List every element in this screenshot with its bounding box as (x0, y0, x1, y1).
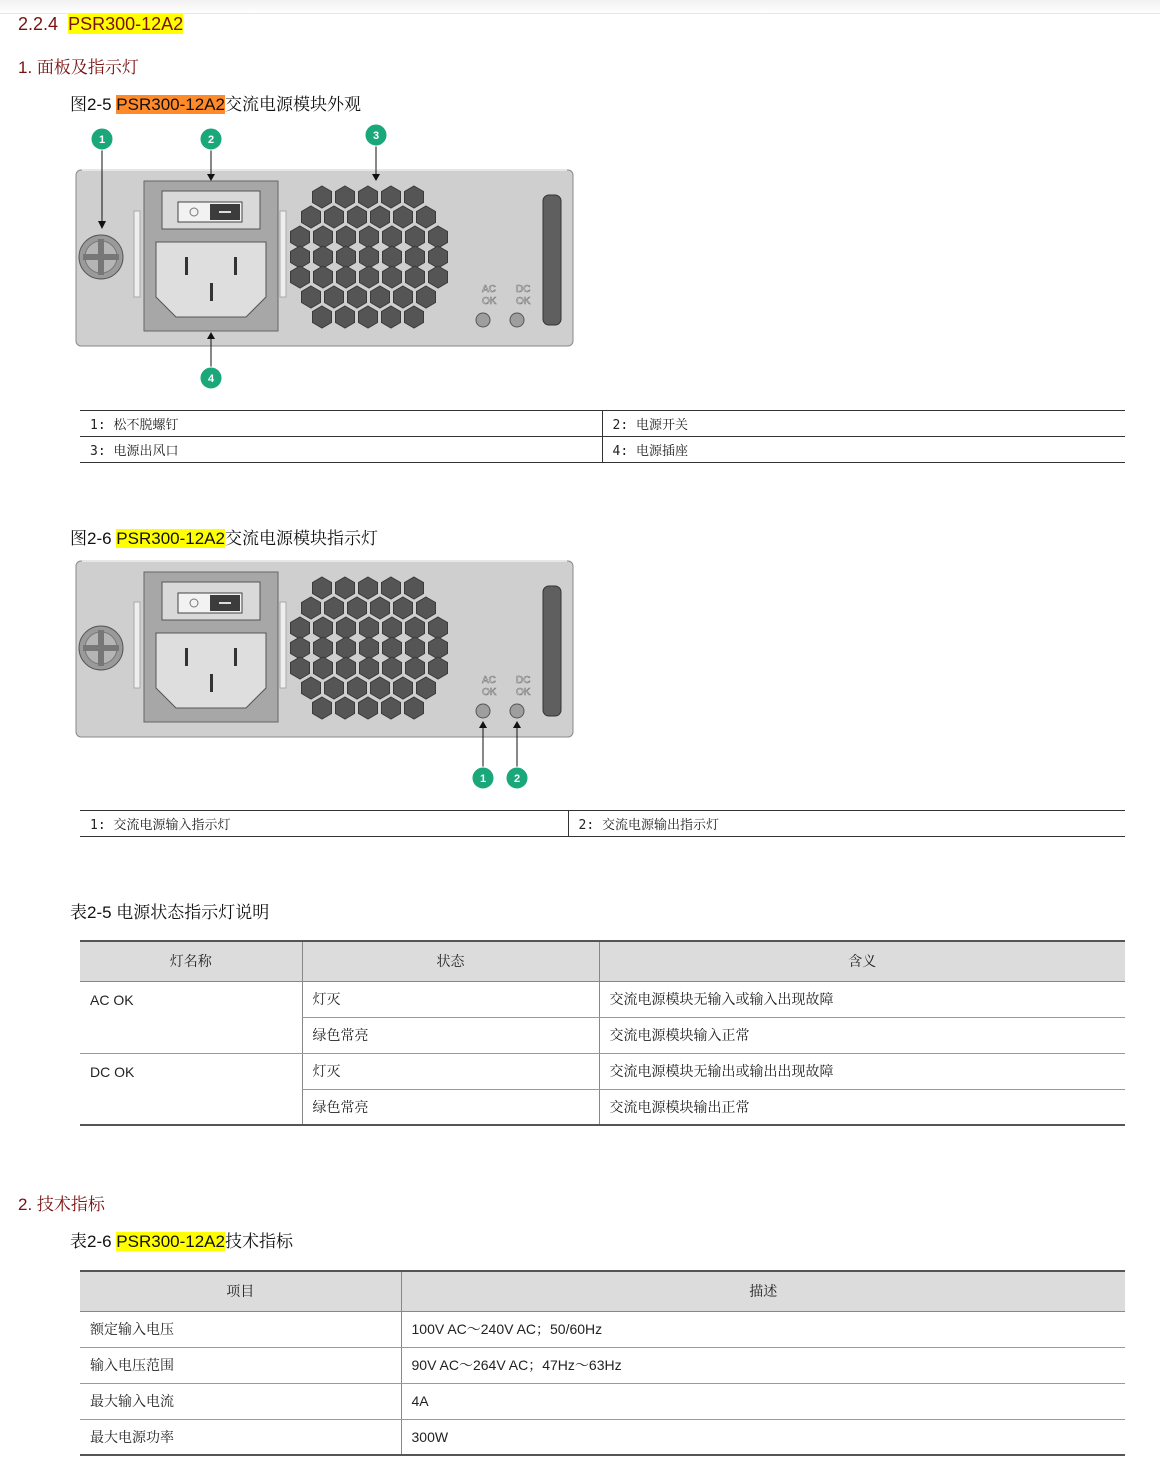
vent-hole (348, 677, 367, 699)
vent-hole (382, 306, 401, 328)
status-cell: 灯灭 (302, 981, 599, 1017)
svg-text:3: 3 (372, 130, 380, 142)
table-row (80, 981, 1125, 1017)
legend-item: 1: 交流电源输入指示灯 (80, 811, 568, 837)
vent-hole (291, 657, 310, 679)
ac-ok-label-line1: AC (482, 284, 496, 295)
dc-ok-label-line2: OK (516, 687, 531, 698)
ac-ok-led (476, 313, 490, 327)
vent-hole (302, 286, 321, 308)
legend-row (80, 411, 1125, 437)
vent-hole (371, 206, 390, 228)
figure-caption (70, 90, 361, 115)
vent-hole (371, 677, 390, 699)
column-header: 描述 (401, 1271, 1125, 1311)
vent-hole (336, 577, 355, 599)
vent-hole (394, 286, 413, 308)
subheading-panel (18, 53, 139, 78)
table-row (80, 1311, 1125, 1347)
vent-hole (417, 206, 436, 228)
vent-hole (314, 657, 333, 679)
table-row (80, 1053, 1125, 1089)
column-header: 灯名称 (80, 941, 302, 981)
power-module-panel (76, 169, 573, 346)
vent-hole (313, 186, 332, 208)
caption-prefix: 表2-6 (70, 1232, 117, 1251)
power-switch (162, 191, 260, 229)
vent-hole (325, 677, 344, 699)
ac-ok-label-line2: OK (482, 296, 497, 307)
vent-hole (360, 617, 379, 639)
vent-hole (406, 246, 425, 268)
table-header-row (80, 941, 1125, 981)
legend-item: 2: 电源开关 (602, 411, 1125, 437)
vent-hole (429, 226, 448, 248)
legend-item: 1: 松不脱螺钉 (80, 411, 602, 437)
figure-legend (80, 410, 1125, 463)
caption-prefix: 图2-5 (70, 95, 117, 114)
vent-hole (291, 226, 310, 248)
vent-hole (313, 577, 332, 599)
caption-model: PSR300-12A2 (116, 95, 225, 114)
power-module-panel (76, 560, 573, 737)
vent-hole (313, 306, 332, 328)
power-module-indicator-figure (74, 560, 584, 795)
captive-screw (79, 235, 123, 279)
power-module-appearance-figure (74, 120, 584, 395)
vent-hole (314, 226, 333, 248)
vent-hole (314, 637, 333, 659)
subheading-title: 技术指标 (36, 1195, 105, 1214)
section-model: PSR300-12A2 (68, 14, 184, 34)
vent-hole (314, 246, 333, 268)
caption-model: PSR300-12A2 (116, 1232, 225, 1251)
table-caption (70, 1227, 293, 1252)
meaning-cell: 交流电源模块无输入或输入出现故障 (599, 981, 1125, 1017)
vent-hole (405, 697, 424, 719)
vent-hole (394, 677, 413, 699)
subheading-number: 1. (18, 58, 33, 77)
vent-hole (337, 266, 356, 288)
svg-text:2: 2 (207, 134, 215, 146)
air-vent (291, 577, 448, 719)
vent-hole (336, 186, 355, 208)
vent-hole (360, 246, 379, 268)
vent-hole (302, 677, 321, 699)
caption-suffix: 技术指标 (224, 1232, 293, 1251)
vent-hole (359, 577, 378, 599)
ac-ok-label-line2: OK (482, 687, 497, 698)
figure-caption (70, 524, 378, 549)
captive-screw (79, 626, 123, 670)
vent-hole (336, 306, 355, 328)
handle (543, 195, 561, 325)
svg-text:4: 4 (207, 373, 215, 385)
vent-hole (291, 637, 310, 659)
vent-hole (336, 697, 355, 719)
table-row (80, 1347, 1125, 1383)
vent-hole (429, 266, 448, 288)
subheading-number: 2. (18, 1195, 33, 1214)
dc-ok-led (510, 313, 524, 327)
vent-hole (383, 246, 402, 268)
dc-ok-label-line1: DC (516, 284, 531, 295)
column-header: 含义 (599, 941, 1125, 981)
vent-hole (337, 657, 356, 679)
svg-text:2: 2 (513, 773, 521, 785)
legend-item: 3: 电源出风口 (80, 437, 602, 463)
table-row (80, 1383, 1125, 1419)
section-number: 2.2.4 (18, 14, 59, 34)
table-caption: 表2-5 电源状态指示灯说明 (70, 903, 270, 922)
power-socket (156, 633, 266, 708)
vent-hole (325, 206, 344, 228)
vent-hole (429, 617, 448, 639)
vent-hole (302, 206, 321, 228)
vent-hole (406, 226, 425, 248)
status-cell: 绿色常亮 (302, 1017, 599, 1053)
meaning-cell: 交流电源模块无输出或输出出现故障 (599, 1053, 1125, 1089)
vent-hole (302, 597, 321, 619)
vent-hole (417, 677, 436, 699)
vent-hole (291, 246, 310, 268)
vent-hole (313, 697, 332, 719)
vent-hole (417, 286, 436, 308)
power-switch (162, 582, 260, 620)
meaning-cell: 交流电源模块输入正常 (599, 1017, 1125, 1053)
vent-hole (417, 597, 436, 619)
vent-hole (359, 306, 378, 328)
subheading-specs (18, 1190, 105, 1215)
meaning-cell: 交流电源模块输出正常 (599, 1089, 1125, 1125)
vent-hole (406, 266, 425, 288)
vent-hole (405, 186, 424, 208)
vent-hole (382, 577, 401, 599)
led-name-cell: DC OK (80, 1053, 302, 1125)
spec-value-cell: 4A (401, 1383, 1125, 1419)
vent-hole (359, 697, 378, 719)
caption-suffix: 交流电源模块指示灯 (224, 529, 378, 548)
vent-hole (360, 266, 379, 288)
vent-hole (405, 577, 424, 599)
led-name-cell: AC OK (80, 981, 302, 1053)
vent-hole (371, 597, 390, 619)
air-vent (291, 186, 448, 328)
vent-hole (359, 186, 378, 208)
spec-item-cell: 输入电压范围 (80, 1347, 401, 1383)
dc-ok-label-line1: DC (516, 675, 531, 686)
column-header: 项目 (80, 1271, 401, 1311)
vent-hole (383, 266, 402, 288)
spec-item-cell: 额定输入电压 (80, 1311, 401, 1347)
legend-row (80, 811, 1125, 837)
vent-hole (371, 286, 390, 308)
vent-hole (406, 617, 425, 639)
vent-hole (348, 206, 367, 228)
ac-ok-led (476, 704, 490, 718)
indicator-status-table (80, 940, 1125, 1126)
page-top-bar (0, 0, 1160, 14)
legend-item: 4: 电源插座 (602, 437, 1125, 463)
caption-prefix: 图2-6 (70, 529, 117, 548)
vent-hole (383, 657, 402, 679)
spec-value-cell: 100V AC～240V AC；50/60Hz (401, 1311, 1125, 1347)
legend-row (80, 437, 1125, 463)
vent-hole (383, 637, 402, 659)
technical-specs-table (80, 1270, 1125, 1456)
vent-hole (406, 637, 425, 659)
figure-legend (80, 810, 1125, 837)
vent-hole (360, 637, 379, 659)
status-cell: 灯灭 (302, 1053, 599, 1089)
spec-value-cell: 300W (401, 1419, 1125, 1455)
ac-ok-label-line1: AC (482, 675, 496, 686)
vent-hole (291, 266, 310, 288)
dc-ok-label-line2: OK (516, 296, 531, 307)
legend-item: 2: 交流电源输出指示灯 (568, 811, 1125, 837)
vent-hole (394, 597, 413, 619)
table-header-row (80, 1271, 1125, 1311)
subheading-title: 面板及指示灯 (36, 58, 139, 77)
column-header: 状态 (302, 941, 599, 981)
vent-hole (337, 617, 356, 639)
caption-model: PSR300-12A2 (116, 529, 225, 548)
vent-hole (429, 657, 448, 679)
vent-hole (291, 617, 310, 639)
vent-hole (325, 286, 344, 308)
caption-suffix: 交流电源模块外观 (224, 95, 361, 114)
vent-hole (348, 597, 367, 619)
vent-hole (429, 637, 448, 659)
power-socket (156, 242, 266, 317)
svg-text:1: 1 (479, 773, 487, 785)
spec-item-cell: 最大输入电流 (80, 1383, 401, 1419)
spec-value-cell: 90V AC～264V AC；47Hz～63Hz (401, 1347, 1125, 1383)
spec-item-cell: 最大电源功率 (80, 1419, 401, 1455)
vent-hole (348, 286, 367, 308)
vent-hole (360, 226, 379, 248)
handle (543, 586, 561, 716)
dc-ok-led (510, 704, 524, 718)
section-heading (18, 14, 183, 35)
vent-hole (325, 597, 344, 619)
vent-hole (382, 186, 401, 208)
vent-hole (337, 226, 356, 248)
vent-hole (337, 637, 356, 659)
vent-hole (383, 617, 402, 639)
vent-hole (382, 697, 401, 719)
vent-hole (383, 226, 402, 248)
svg-text:1: 1 (98, 134, 106, 146)
vent-hole (429, 246, 448, 268)
vent-hole (406, 657, 425, 679)
vent-hole (314, 266, 333, 288)
vent-hole (360, 657, 379, 679)
vent-hole (337, 246, 356, 268)
vent-hole (405, 306, 424, 328)
vent-hole (394, 206, 413, 228)
vent-hole (314, 617, 333, 639)
table-row (80, 1419, 1125, 1455)
status-cell: 绿色常亮 (302, 1089, 599, 1125)
